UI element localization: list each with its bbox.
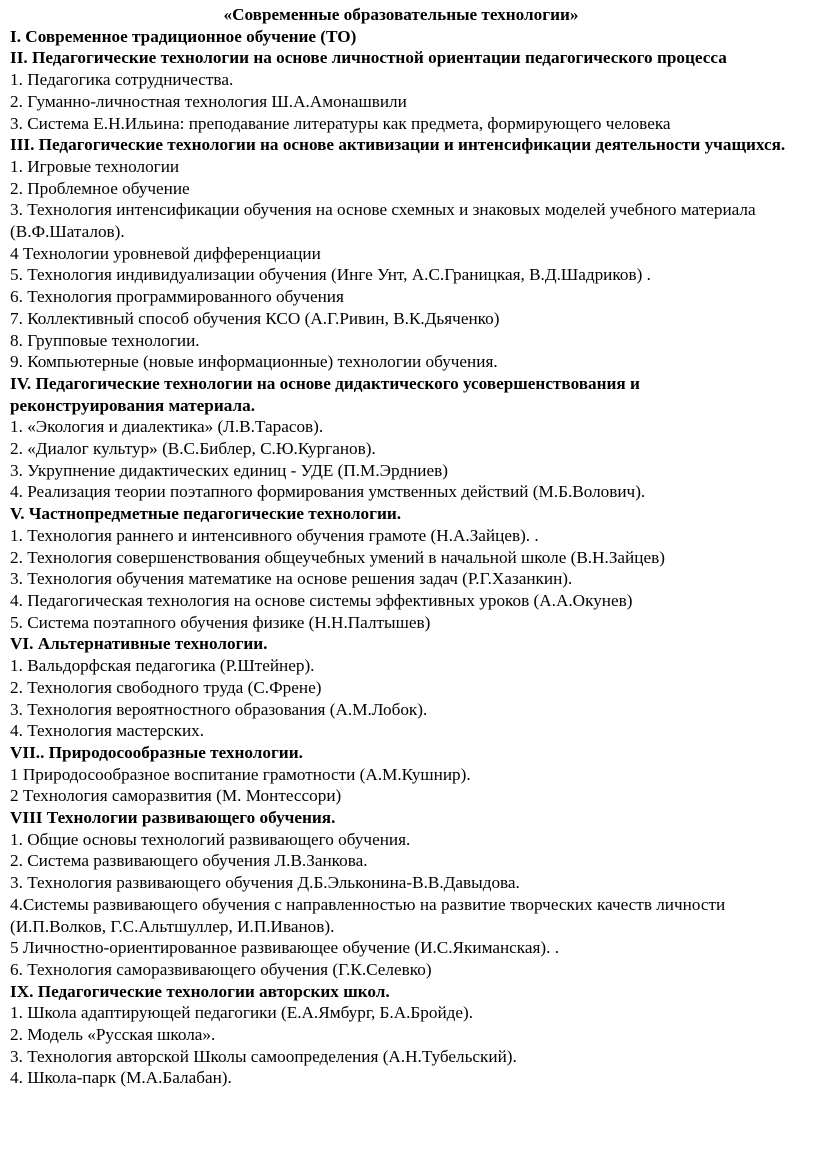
list-item: 4.Системы развивающего обучения с направленностью на развитие творческих качеств личности (И.П.Волков, Г.С.Альтшуллер, И.П.Иванов). (10, 894, 726, 936)
list-item: 1. Технология раннего и интенсивного обучения грамоте (Н.А.Зайцев). . (10, 525, 539, 545)
section-heading: III. Педагогические технологии на основе активизации и интенсификации деятельности учащихся. (10, 135, 786, 155)
list-item: 2. Проблемное обучение (10, 178, 190, 198)
section-heading: V. Частнопредметные педагогические технологии. (10, 504, 402, 524)
list-item: 2. Модель «Русская школа». (10, 1025, 216, 1045)
list-item: 1. Вальдорфская педагогика (Р.Штейнер). (10, 656, 315, 676)
list-item: 4 Технологии уровневой дифференциации (10, 243, 321, 263)
list-item: 4. Технология мастерских. (10, 721, 205, 741)
section-item-list (10, 69, 792, 134)
list-item: 6. Технология программированного обучения (10, 287, 344, 307)
list-item: 1. Общие основы технологий развивающего обучения. (10, 829, 411, 849)
section-heading: IX. Педагогические технологии авторских школ. (10, 981, 390, 1001)
section (10, 503, 792, 633)
list-item: 1 Природосообразное воспитание грамотности (А.М.Кушнир). (10, 764, 471, 784)
section-heading: VI. Альтернативные технологии. (10, 634, 268, 654)
list-item: 7. Коллективный способ обучения КСО (А.Г.Ривин, В.К.Дьяченко) (10, 308, 500, 328)
list-item: 1. Школа адаптирующей педагогики (Е.А.Ямбург, Б.А.Бройде). (10, 1003, 474, 1023)
list-item: 3. Система Е.Н.Ильина: преподавание литературы как предмета, формирующего человека (10, 113, 671, 133)
list-item: 3. Технология обучения математике на основе решения задач (Р.Г.Хазанкин). (10, 569, 573, 589)
list-item: 2 Технология саморазвития (М. Монтессори) (10, 786, 342, 806)
list-item: 3. Укрупнение дидактических единиц - УДЕ (П.М.Эрдниев) (10, 460, 448, 480)
list-item: 1. «Экология и диалектика» (Л.В.Тарасов). (10, 417, 324, 437)
list-item: 5. Система поэтапного обучения физике (Н.Н.Палтышев) (10, 612, 431, 632)
list-item: 5. Технология индивидуализации обучения (Инге Унт, А.С.Границкая, В.Д.Шадриков) . (10, 265, 651, 285)
section-item-list (10, 655, 792, 742)
list-item: 4. Реализация теории поэтапного формирования умственных действий (М.Б.Волович). (10, 482, 646, 502)
list-item: 4. Педагогическая технология на основе системы эффективных уроков (А.А.Окунев) (10, 590, 633, 610)
section-heading: VII.. Природосообразные технологии. (10, 742, 303, 762)
list-item: 3. Технология авторской Школы самоопределения (А.Н.Тубельский). (10, 1046, 517, 1066)
list-item: 4. Школа-парк (М.А.Балабан). (10, 1068, 232, 1088)
section-item-list (10, 1002, 792, 1089)
section (10, 373, 792, 503)
section (10, 633, 792, 742)
list-item: 2. Гуманно-личностная технология Ш.А.Амонашвили (10, 91, 407, 111)
list-item: 5 Личностно-ориентированное развивающее обучение (И.С.Якиманская). . (10, 938, 560, 958)
section-heading: VIII Технологии развивающего обучения. (10, 808, 336, 828)
document-body (10, 26, 792, 1089)
list-item: 3. Технология вероятностного образования (А.М.Лобок). (10, 699, 428, 719)
section (10, 47, 792, 134)
section-item-list (10, 764, 792, 807)
document-title: «Современные образовательные технологии» (223, 5, 579, 24)
list-item: 6. Технология саморазвивающего обучения (Г.К.Селевко) (10, 959, 432, 979)
list-item: 2. «Диалог культур» (В.С.Библер, С.Ю.Курганов). (10, 439, 376, 459)
section-heading: IV. Педагогические технологии на основе дидактического усовершенствования и реконструирования материала. (10, 373, 640, 415)
section-item-list (10, 156, 792, 373)
list-item: 1. Игровые технологии (10, 156, 180, 176)
section (10, 742, 792, 807)
section-item-list (10, 525, 792, 634)
list-item: 3. Технология развивающего обучения Д.Б.Эльконина-В.В.Давыдова. (10, 873, 520, 893)
list-item: 8. Групповые технологии. (10, 330, 200, 350)
list-item: 2. Технология совершенствования общеучебных умений в начальной школе (В.Н.Зайцев) (10, 547, 665, 567)
section-heading: I. Современное традиционное обучение (ТО) (10, 26, 357, 46)
section (10, 134, 792, 373)
section (10, 26, 792, 48)
list-item: 3. Технология интенсификации обучения на основе схемных и знаковых моделей учебного материала (В.Ф.Шаталов). (10, 200, 756, 242)
section (10, 981, 792, 1090)
section-item-list (10, 829, 792, 981)
section-item-list (10, 416, 792, 503)
list-item: 9. Компьютерные (новые информационные) технологии обучения. (10, 352, 498, 372)
section (10, 807, 792, 981)
list-item: 2. Технология свободного труда (С.Френе) (10, 677, 322, 697)
list-item: 2. Система развивающего обучения Л.В.Занкова. (10, 851, 368, 871)
section-heading: II. Педагогические технологии на основе личностной ориентации педагогического процесса (10, 48, 727, 68)
list-item: 1. Педагогика сотрудничества. (10, 70, 234, 90)
